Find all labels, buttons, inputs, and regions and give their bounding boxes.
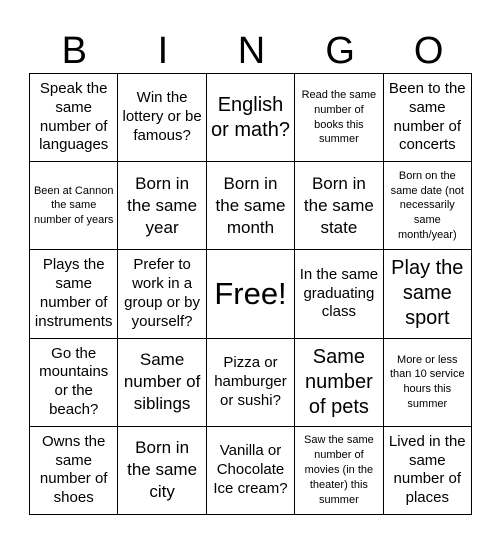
bingo-board xyxy=(29,73,472,515)
bingo-cell[interactable]: Plays the same number of instruments xyxy=(30,250,118,338)
header-letter-g: G xyxy=(325,30,355,72)
bingo-cell[interactable]: Win the lottery or be famous? xyxy=(118,74,206,162)
bingo-cell[interactable]: Go the mountains or the beach? xyxy=(30,339,118,427)
header-letter-i: I xyxy=(157,30,169,72)
bingo-cell[interactable]: Speak the same number of languages xyxy=(30,74,118,162)
bingo-cell[interactable]: More or less than 10 service hours this summer xyxy=(384,339,472,427)
bingo-cell[interactable]: Born in the same month xyxy=(207,162,295,250)
bingo-cell[interactable]: Lived in the same number of places xyxy=(384,427,472,515)
bingo-cell[interactable]: Read the same number of books this summer xyxy=(295,74,383,162)
bingo-cell[interactable]: Play the same sport xyxy=(384,250,472,338)
bingo-cell[interactable]: Owns the same number of shoes xyxy=(30,427,118,515)
bingo-cell[interactable]: Born in the same state xyxy=(295,162,383,250)
bingo-cell[interactable]: Born in the same year xyxy=(118,162,206,250)
bingo-cell[interactable]: Pizza or hamburger or sushi? xyxy=(207,339,295,427)
bingo-cell[interactable]: Been to the same number of concerts xyxy=(384,74,472,162)
header-letter-n: N xyxy=(237,30,266,72)
header-letter-b: B xyxy=(61,30,87,72)
bingo-cell[interactable]: Saw the same number of movies (in the theater) this summer xyxy=(295,427,383,515)
bingo-cell[interactable]: English or math? xyxy=(207,74,295,162)
bingo-cell[interactable]: Been at Cannon the same number of years xyxy=(30,162,118,250)
bingo-cell[interactable]: Vanilla or Chocolate Ice cream? xyxy=(207,427,295,515)
bingo-cell[interactable]: Same number of pets xyxy=(295,339,383,427)
bingo-header xyxy=(30,28,473,74)
bingo-cell[interactable]: Same number of siblings xyxy=(118,339,206,427)
bingo-cell[interactable]: Born in the same city xyxy=(118,427,206,515)
bingo-cell[interactable]: In the same graduating class xyxy=(295,250,383,338)
bingo-cell[interactable]: Born on the same date (not necessarily same month/year) xyxy=(384,162,472,250)
bingo-cell[interactable]: Prefer to work in a group or by yourself? xyxy=(118,250,206,338)
header-letter-o: O xyxy=(413,30,444,72)
free-space-cell[interactable]: Free! xyxy=(207,250,295,338)
